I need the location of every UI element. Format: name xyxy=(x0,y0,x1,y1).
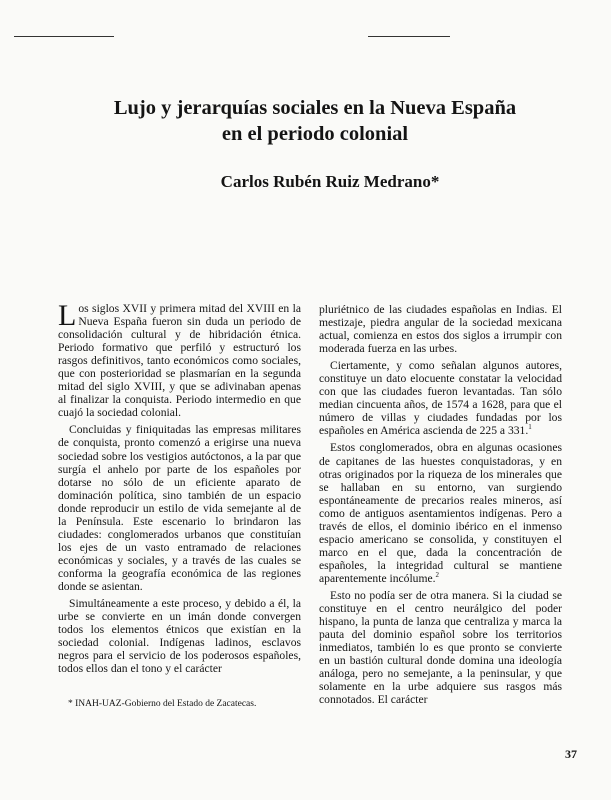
right-paragraph-1: pluriétnico de las ciudades españolas en Indias. El mestizaje, piedra angular de la sociedad mexicana actual, comienza en estos dos siglos a irrumpir con moderada fuerza en las urbes. xyxy=(319,303,562,356)
left-paragraph-1-text: os siglos XVII y primera mitad del XVIII en la Nueva España fueron sin duda un periodo de consolidación cultural y de hibridación étnica. Periodo formativo que perfiló y estructuró los rasgos definitivos, tanto económicos como sociales, que con posterioridad se plasmarían en la segunda mitad del siglo XVIII, y que se adivinaban apenas al finalizar la conquista. Periodo intermedio en que cuajó la sociedad colonial. xyxy=(58,302,301,420)
header-rule-right xyxy=(368,36,450,37)
right-paragraph-3 xyxy=(319,441,562,585)
right-paragraph-2 xyxy=(319,359,562,437)
right-paragraph-4: Esto no podía ser de otra manera. Si la ciudad se constituye en el centro neurálgico del poder hispano, la punta de lanza que centraliza y marca la pauta del dominio español sobre los territorios inmediatos, también lo es que pronto se convierte en un bastión cultural donde domina una ideología análoga, pero no semejante, a la peninsular, y que solamente en la urbe adquiere sus rasgos más connotados. El carácter xyxy=(319,588,562,707)
left-paragraph-3: Simultáneamente a este proceso, y debido a él, la urbe se convierte en un imán donde convergen todos los elementos étnicos que existían en la sociedad colonial. Indígenas ladinos, esclavos negros para el servicio de los poderosos españoles, todos ellos dan el tono y el carácter xyxy=(58,597,301,676)
footnote-ref-1: 1 xyxy=(528,423,532,432)
title-line-1: Lujo y jerarquías sociales en la Nueva España xyxy=(113,97,517,119)
drop-cap: L xyxy=(58,299,77,332)
right-paragraph-2-text: Ciertamente, y como señalan algunos autores, constituye un dato elocuente constatar la velocidad con que las ciudades fueron levantadas. Tan sólo median cincuenta años, de 1574 a 1628, para que el número de villas y ciudades fundadas por los españoles en América ascienda de 225 a 331. xyxy=(319,359,562,438)
footnote-ref-2: 2 xyxy=(435,571,440,580)
page-number: 37 xyxy=(565,747,577,761)
title-line-2: en el periodo colonial xyxy=(221,123,409,145)
left-paragraph-2: Concluidas y finiquitadas las empresas militares de conquista, pronto comenzó a erigirse una nueva sociedad sobre los vestigios autóctonos, a la par que surgía el anhelo por parte de los españoles por dotarse no sólo de un eficiente aparato de dominación política, sino también de un espacio donde reproducir un estilo de vida semejante al de la Península. Este escenario lo brindaron las ciudades: conglomerados urbanos que constituían los ejes de un vasto entramado de relaciones económicas y sociales, y a través de las cuales se conforma la geografía económica de las regiones donde se asientan. xyxy=(58,423,301,593)
right-column xyxy=(319,303,562,706)
right-paragraph-3-text: Estos conglomerados, obra en algunas ocasiones de capitanes de las huestes conquistadoras, y en otras originados por la riqueza de los minerales que se hallaban en su entorno, van surgiendo espontáneamente de precarios reales mineros, así como de antiguos asentamientos indígenas. Pero a través de ellos, el dominio ibérico en el inmenso espacio americano se consolida, y constituyen el marco en el que, dada la concentración de españoles, la integridad cultural se mantiene aparentemente incólume. xyxy=(319,441,562,585)
left-paragraph-1 xyxy=(58,299,301,420)
author-name: Carlos Rubén Ruiz Medrano* xyxy=(220,172,440,191)
article-title xyxy=(60,95,570,147)
left-column xyxy=(58,299,301,676)
footnote: * INAH-UAZ-Gobierno del Estado de Zacatecas. xyxy=(68,699,257,709)
header-rule-left xyxy=(14,36,114,37)
